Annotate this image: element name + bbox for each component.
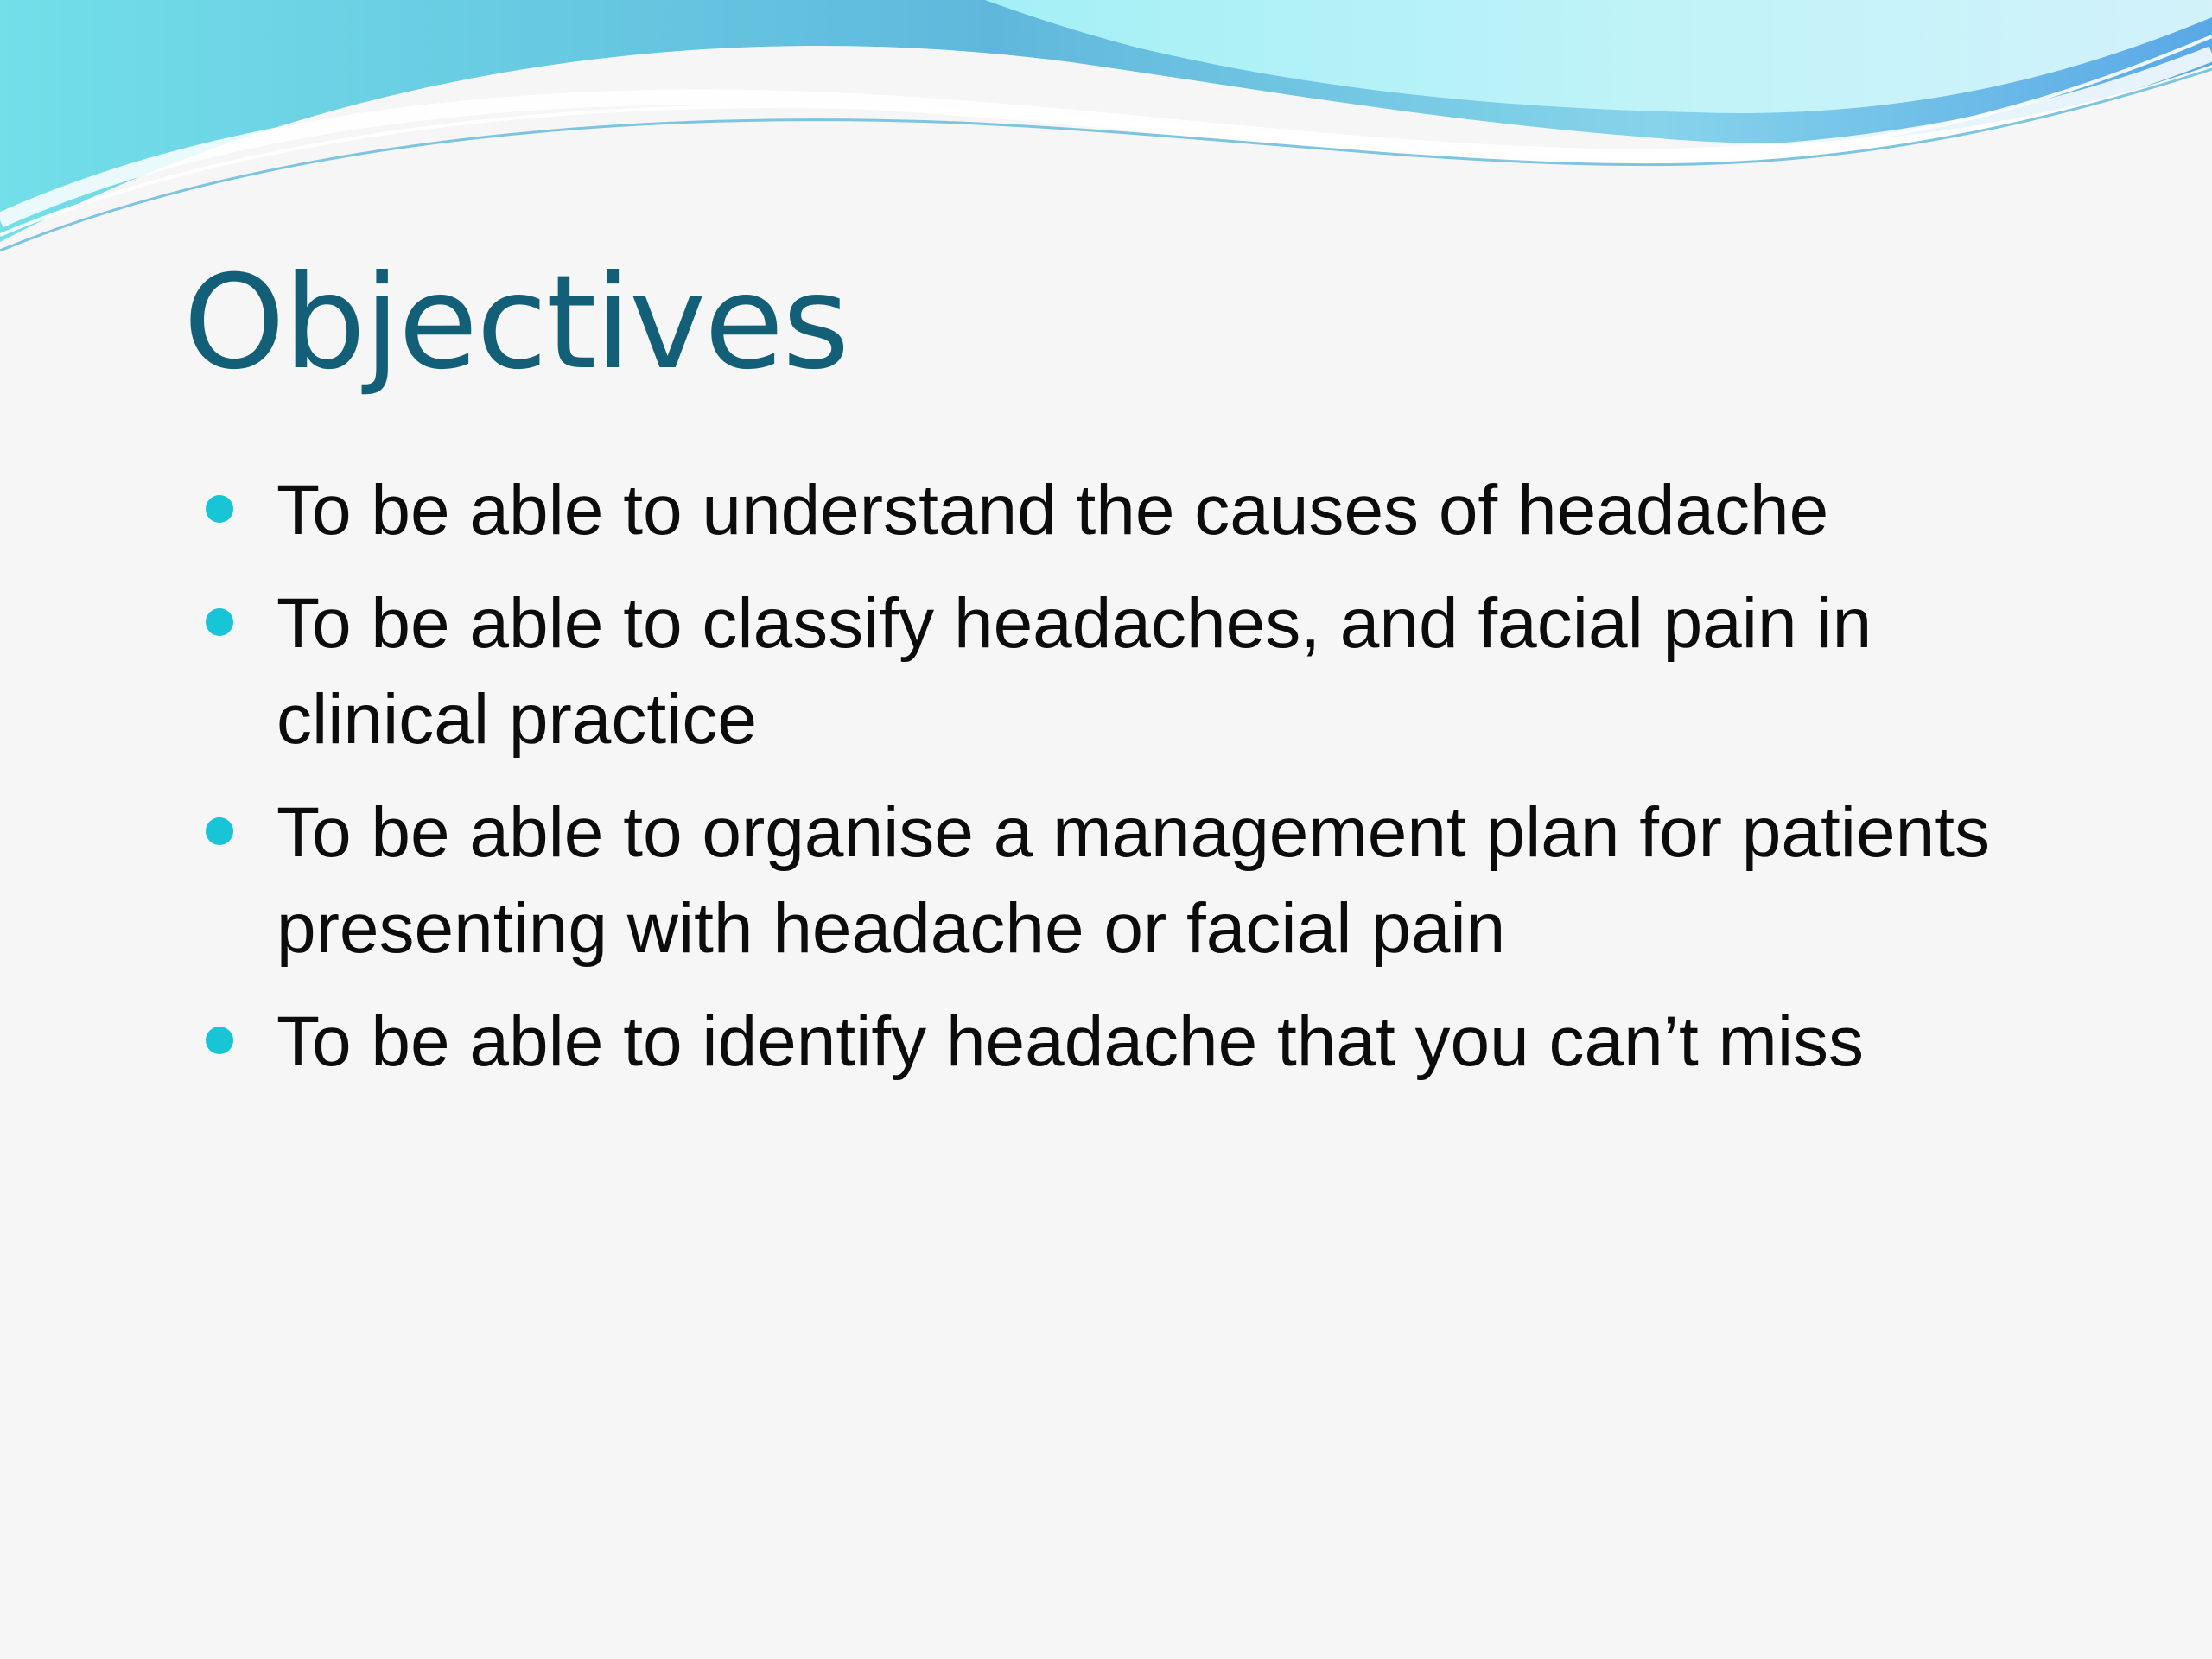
objective-text: To be able to classify headaches, and facial pain in clinical practice: [276, 584, 1872, 759]
bullet-dot-icon: [206, 817, 233, 845]
decorative-wave-header: [0, 0, 2212, 259]
objective-text: To be able to organise a management plan for patients presenting with headache or facial pain: [276, 793, 1990, 968]
objective-item: [206, 994, 2063, 1090]
objective-item: [206, 785, 2063, 976]
slide-title: Objectives: [183, 248, 849, 398]
objective-text: To be able to understand the causes of headache: [276, 471, 1829, 550]
objective-item: [206, 575, 2063, 767]
objectives-list: [206, 462, 2063, 1107]
bullet-dot-icon: [206, 495, 233, 523]
bullet-dot-icon: [206, 608, 233, 636]
objective-text: To be able to identify headache that you can’t miss: [276, 1002, 1865, 1081]
objective-item: [206, 462, 2063, 558]
bullet-dot-icon: [206, 1027, 233, 1054]
